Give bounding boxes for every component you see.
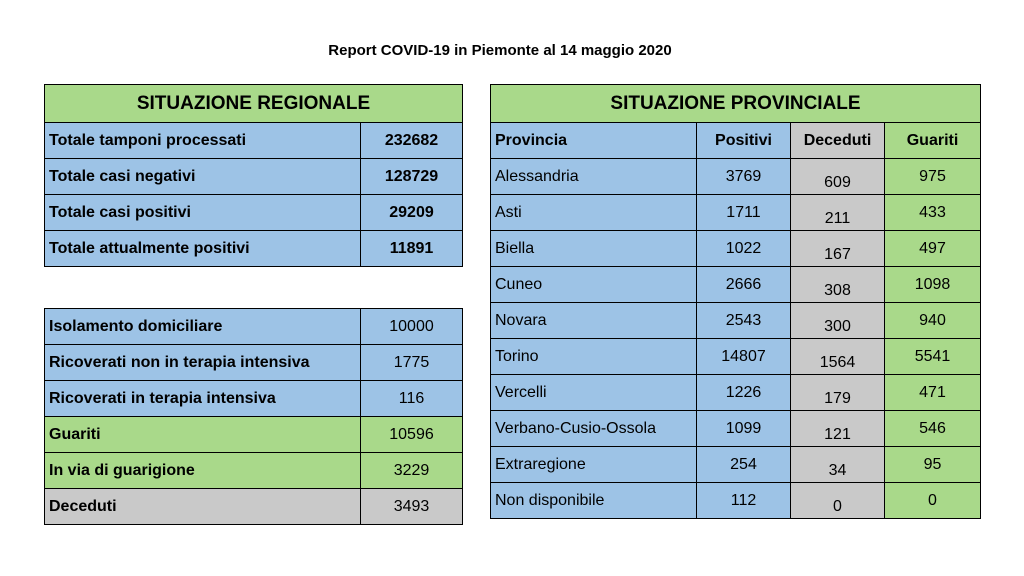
province-row — [491, 195, 981, 231]
province-name: Torino — [491, 339, 697, 375]
province-row — [491, 483, 981, 519]
province-positivi: 2543 — [697, 303, 791, 339]
regional-detail-label: Ricoverati in terapia intensiva — [45, 381, 361, 417]
provincial-table — [490, 84, 981, 519]
province-row — [491, 231, 981, 267]
province-row — [491, 375, 981, 411]
province-deceduti: 609 — [791, 159, 885, 195]
regional-detail-row — [45, 345, 463, 381]
province-deceduti: 308 — [791, 267, 885, 303]
province-name: Novara — [491, 303, 697, 339]
province-name: Extraregione — [491, 447, 697, 483]
regional-detail-value: 1775 — [361, 345, 463, 381]
regional-detail-label: In via di guarigione — [45, 453, 361, 489]
regional-row — [45, 123, 463, 159]
provincial-header-row — [491, 85, 981, 123]
province-guariti: 0 — [885, 483, 981, 519]
province-positivi: 1022 — [697, 231, 791, 267]
regional-row — [45, 195, 463, 231]
province-positivi: 3769 — [697, 159, 791, 195]
regional-detail-label: Ricoverati non in terapia intensiva — [45, 345, 361, 381]
column-header-positivi: Positivi — [697, 123, 791, 159]
regional-header: SITUAZIONE REGIONALE — [45, 85, 463, 123]
province-guariti: 5541 — [885, 339, 981, 375]
regional-row-value: 232682 — [361, 123, 463, 159]
province-positivi: 254 — [697, 447, 791, 483]
regional-header-row — [45, 85, 463, 123]
regional-detail-label: Guariti — [45, 417, 361, 453]
regional-detail-label: Deceduti — [45, 489, 361, 525]
regional-row-label: Totale tamponi processati — [45, 123, 361, 159]
province-positivi: 2666 — [697, 267, 791, 303]
province-name: Vercelli — [491, 375, 697, 411]
province-positivi: 112 — [697, 483, 791, 519]
provincial-column-headers — [491, 123, 981, 159]
province-name: Cuneo — [491, 267, 697, 303]
province-positivi: 1099 — [697, 411, 791, 447]
regional-detail-value: 10000 — [361, 309, 463, 345]
province-name: Biella — [491, 231, 697, 267]
province-row — [491, 411, 981, 447]
regional-detail-value: 116 — [361, 381, 463, 417]
column-header-guariti: Guariti — [885, 123, 981, 159]
province-row — [491, 447, 981, 483]
province-guariti: 433 — [885, 195, 981, 231]
column-header-deceduti: Deceduti — [791, 123, 885, 159]
province-guariti: 497 — [885, 231, 981, 267]
province-deceduti: 34 — [791, 447, 885, 483]
province-deceduti: 179 — [791, 375, 885, 411]
province-positivi: 14807 — [697, 339, 791, 375]
province-deceduti: 300 — [791, 303, 885, 339]
regional-detail-value: 3493 — [361, 489, 463, 525]
province-positivi: 1711 — [697, 195, 791, 231]
regional-row-value: 29209 — [361, 195, 463, 231]
regional-detail-row — [45, 489, 463, 525]
provincial-header: SITUAZIONE PROVINCIALE — [491, 85, 981, 123]
regional-detail-value: 10596 — [361, 417, 463, 453]
province-deceduti: 211 — [791, 195, 885, 231]
province-row — [491, 339, 981, 375]
regional-row — [45, 231, 463, 267]
regional-row-label: Totale attualmente positivi — [45, 231, 361, 267]
province-name: Verbano-Cusio-Ossola — [491, 411, 697, 447]
province-guariti: 471 — [885, 375, 981, 411]
regional-detail-label: Isolamento domiciliare — [45, 309, 361, 345]
province-name: Alessandria — [491, 159, 697, 195]
province-deceduti: 121 — [791, 411, 885, 447]
province-positivi: 1226 — [697, 375, 791, 411]
province-deceduti: 1564 — [791, 339, 885, 375]
regional-summary-table — [44, 84, 463, 267]
regional-row-value: 11891 — [361, 231, 463, 267]
province-guariti: 940 — [885, 303, 981, 339]
province-deceduti: 0 — [791, 483, 885, 519]
province-guariti: 546 — [885, 411, 981, 447]
province-guariti: 975 — [885, 159, 981, 195]
province-row — [491, 159, 981, 195]
regional-row-label: Totale casi negativi — [45, 159, 361, 195]
province-name: Asti — [491, 195, 697, 231]
province-name: Non disponibile — [491, 483, 697, 519]
regional-detail-row — [45, 417, 463, 453]
province-deceduti: 167 — [791, 231, 885, 267]
report-title: Report COVID-19 in Piemonte al 14 maggio 2020 — [328, 42, 672, 59]
province-row — [491, 303, 981, 339]
regional-row-value: 128729 — [361, 159, 463, 195]
province-guariti: 1098 — [885, 267, 981, 303]
regional-detail-value: 3229 — [361, 453, 463, 489]
regional-detail-row — [45, 453, 463, 489]
regional-row — [45, 159, 463, 195]
regional-detail-row — [45, 309, 463, 345]
regional-detail-table — [44, 308, 463, 525]
province-row — [491, 267, 981, 303]
column-header-provincia: Provincia — [491, 123, 697, 159]
province-guariti: 95 — [885, 447, 981, 483]
regional-row-label: Totale casi positivi — [45, 195, 361, 231]
regional-detail-row — [45, 381, 463, 417]
